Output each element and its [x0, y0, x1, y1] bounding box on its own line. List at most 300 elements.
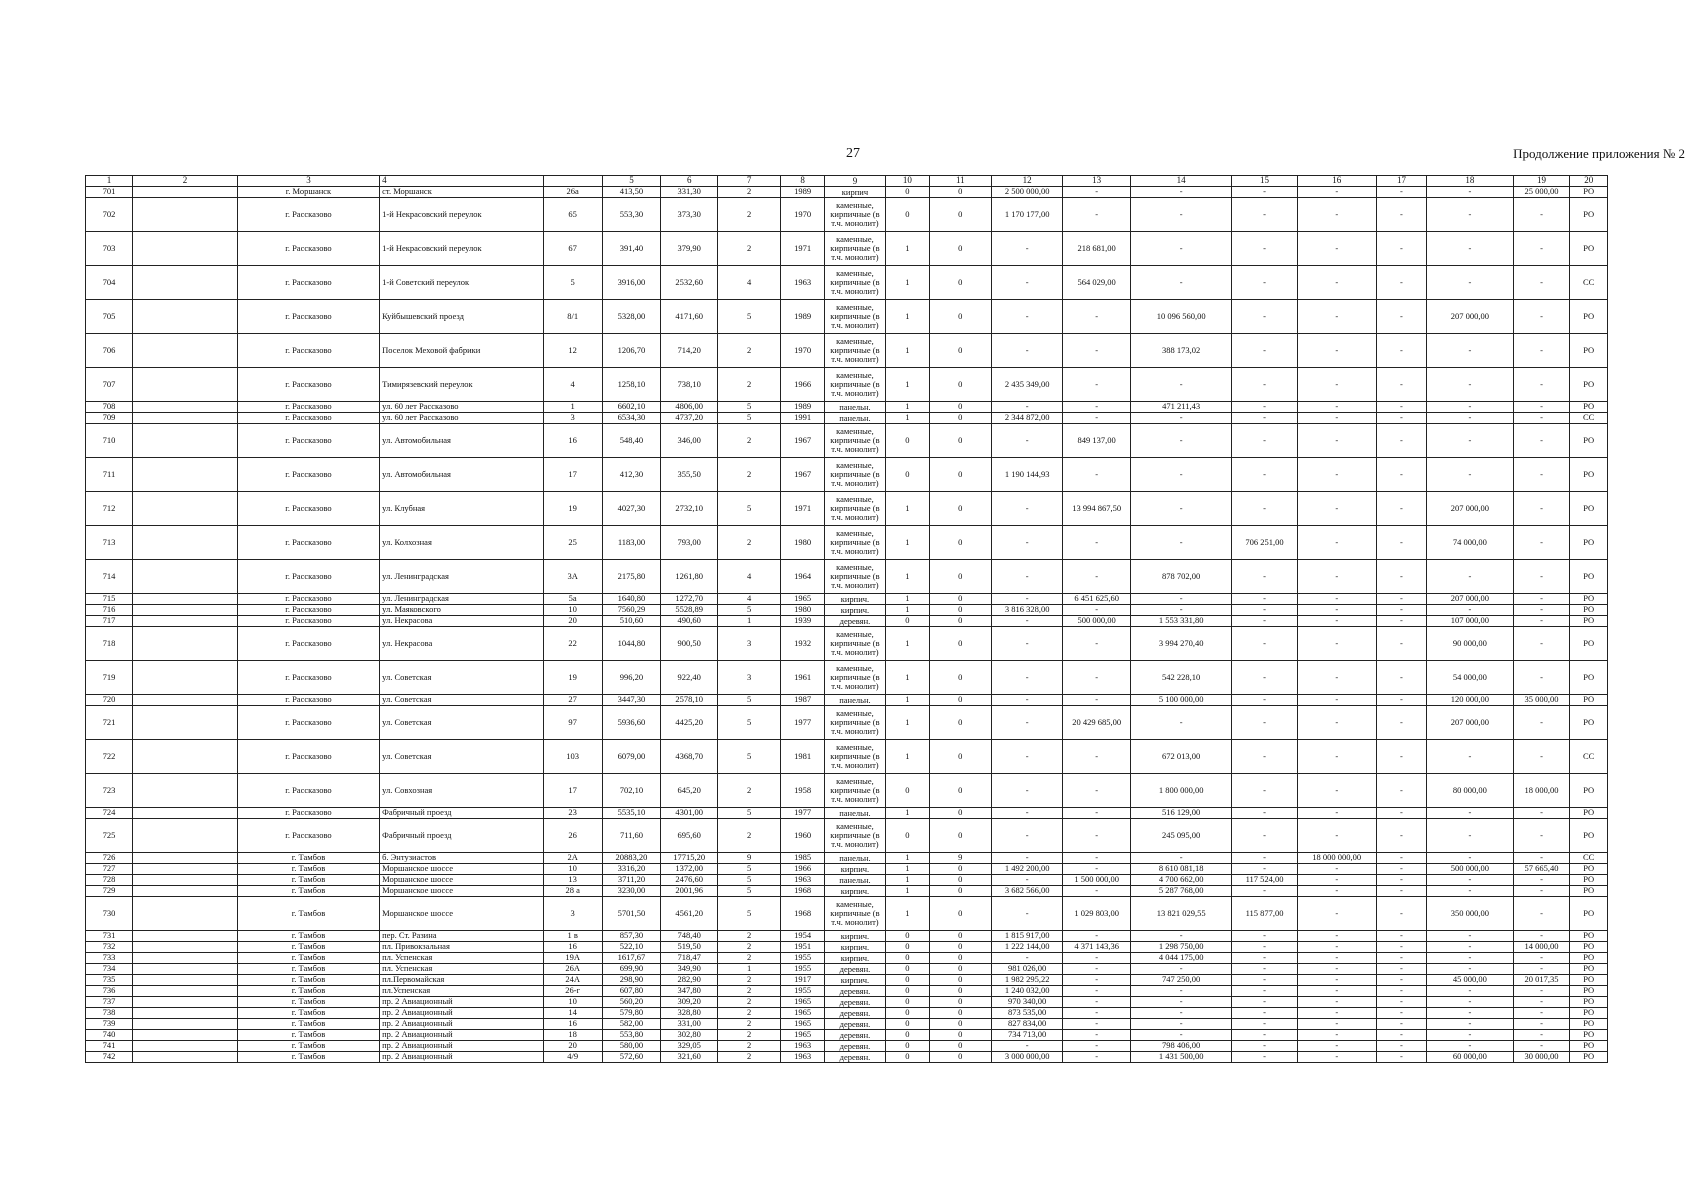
- table-cell-col-2: [133, 953, 238, 964]
- table-cell-col-3: г. Тамбов: [237, 1019, 379, 1030]
- table-cell-col-5: 13: [543, 875, 602, 886]
- table-cell-col-18: -: [1376, 616, 1426, 627]
- table-cell-col-6: 580,00: [602, 1041, 661, 1052]
- table-cell-col-9: 1971: [781, 492, 825, 526]
- table-cell-col-21: РО: [1570, 953, 1608, 964]
- table-cell-col-7: 2578,10: [661, 695, 718, 706]
- table-cell-col-10: деревян.: [824, 986, 885, 997]
- table-cell-col-7: 331,00: [661, 1019, 718, 1030]
- table-cell-col-6: 5701,50: [602, 897, 661, 931]
- table-cell-col-16: -: [1232, 953, 1297, 964]
- table-cell-col-4: ул. Некрасова: [380, 616, 544, 627]
- table-cell-col-20: -: [1513, 368, 1570, 402]
- table-cell-col-10: деревян.: [824, 1019, 885, 1030]
- table-cell-col-13: -: [991, 424, 1063, 458]
- table-cell-col-6: 702,10: [602, 774, 661, 808]
- table-row: [86, 661, 1608, 695]
- table-body: [86, 176, 1608, 1063]
- table-cell-col-11: 0: [885, 616, 929, 627]
- table-cell-col-7: 4425,20: [661, 706, 718, 740]
- table-cell-col-12: 0: [929, 458, 991, 492]
- table-cell-col-7: 17715,20: [661, 853, 718, 864]
- table-cell-col-21: РО: [1570, 931, 1608, 942]
- table-cell-col-8: 5: [718, 886, 781, 897]
- table-cell-col-15: 1 553 331,80: [1130, 616, 1232, 627]
- table-row: [86, 853, 1608, 864]
- table-row: [86, 808, 1608, 819]
- table-row: [86, 953, 1608, 964]
- table-cell-col-15: 3 994 270,40: [1130, 627, 1232, 661]
- table-cell-col-21: РО: [1570, 942, 1608, 953]
- table-cell-col-12: 0: [929, 740, 991, 774]
- table-cell-col-6: 4027,30: [602, 492, 661, 526]
- table-cell-col-16: -: [1232, 413, 1297, 424]
- table-cell-col-16: -: [1232, 819, 1297, 853]
- table-cell-col-11: 1: [885, 413, 929, 424]
- table-cell-col-17: 18 000 000,00: [1297, 853, 1376, 864]
- table-cell-col-5: 17: [543, 458, 602, 492]
- table-cell-col-21: РО: [1570, 886, 1608, 897]
- table-cell-col-19: 80 000,00: [1427, 774, 1514, 808]
- table-cell-col-2: [133, 997, 238, 1008]
- table-cell-col-11: 1: [885, 706, 929, 740]
- table-cell-col-19: -: [1427, 187, 1514, 198]
- table-cell-col-15: 13 821 029,55: [1130, 897, 1232, 931]
- table-row: [86, 187, 1608, 198]
- table-cell-col-17: -: [1297, 424, 1376, 458]
- table-cell-col-19: -: [1427, 964, 1514, 975]
- table-cell-col-5: 26-г: [543, 986, 602, 997]
- table-cell-col-15: 10 096 560,00: [1130, 300, 1232, 334]
- table-cell-col-21: СС: [1570, 266, 1608, 300]
- table-cell-col-7: 718,47: [661, 953, 718, 964]
- table-cell-col-12: 0: [929, 931, 991, 942]
- table-cell-col-3: г. Тамбов: [237, 1041, 379, 1052]
- table-cell-col-21: РО: [1570, 997, 1608, 1008]
- table-cell-col-3: г. Тамбов: [237, 1030, 379, 1041]
- table-cell-col-18: -: [1376, 458, 1426, 492]
- table-cell-col-5: 18: [543, 1030, 602, 1041]
- table-cell-col-7: 302,80: [661, 1030, 718, 1041]
- table-cell-col-7: 331,30: [661, 187, 718, 198]
- table-cell-col-5: 20: [543, 616, 602, 627]
- table-cell-col-11: 10: [885, 176, 929, 187]
- table-cell-col-14: 13 994 867,50: [1063, 492, 1130, 526]
- table-row: [86, 695, 1608, 706]
- table-cell-col-17: -: [1297, 627, 1376, 661]
- table-cell-col-21: РО: [1570, 402, 1608, 413]
- table-cell-col-1: 1: [86, 176, 133, 187]
- table-cell-col-4: Куйбышевский проезд: [380, 300, 544, 334]
- table-cell-col-21: СС: [1570, 853, 1608, 864]
- table-cell-col-6: 3447,30: [602, 695, 661, 706]
- table-cell-col-6: 548,40: [602, 424, 661, 458]
- table-cell-col-12: 0: [929, 1041, 991, 1052]
- table-cell-col-18: -: [1376, 774, 1426, 808]
- table-cell-col-8: 4: [718, 560, 781, 594]
- table-cell-col-1: 730: [86, 897, 133, 931]
- table-cell-col-2: 2: [133, 176, 238, 187]
- table-cell-col-10: кирпич.: [824, 975, 885, 986]
- table-cell-col-7: 4171,60: [661, 300, 718, 334]
- table-cell-col-2: [133, 875, 238, 886]
- table-cell-col-8: 2: [718, 368, 781, 402]
- table-cell-col-17: -: [1297, 594, 1376, 605]
- table-cell-col-9: 1980: [781, 526, 825, 560]
- table-cell-col-5: 23: [543, 808, 602, 819]
- table-cell-col-2: [133, 594, 238, 605]
- table-cell-col-5: 1: [543, 402, 602, 413]
- table-cell-col-13: -: [991, 334, 1063, 368]
- table-cell-col-5: 103: [543, 740, 602, 774]
- table-cell-col-15: 516 129,00: [1130, 808, 1232, 819]
- table-cell-col-10: панельн.: [824, 808, 885, 819]
- table-cell-col-6: 20883,20: [602, 853, 661, 864]
- table-cell-col-12: 0: [929, 808, 991, 819]
- table-cell-col-13: 12: [991, 176, 1063, 187]
- table-cell-col-18: -: [1376, 560, 1426, 594]
- table-cell-col-10: деревян.: [824, 997, 885, 1008]
- table-cell-col-19: 60 000,00: [1427, 1052, 1514, 1063]
- table-cell-col-15: 5 287 768,00: [1130, 886, 1232, 897]
- table-cell-col-10: каменные, кирпичные (в т.ч. монолит): [824, 334, 885, 368]
- table-cell-col-8: 2: [718, 942, 781, 953]
- table-cell-col-1: 735: [86, 975, 133, 986]
- table-cell-col-9: 1955: [781, 964, 825, 975]
- table-cell-col-2: [133, 853, 238, 864]
- table-cell-col-13: 827 834,00: [991, 1019, 1063, 1030]
- table-cell-col-17: 16: [1297, 176, 1376, 187]
- table-cell-col-13: 3 000 000,00: [991, 1052, 1063, 1063]
- table-cell-col-2: [133, 1008, 238, 1019]
- table-cell-col-10: каменные, кирпичные (в т.ч. монолит): [824, 266, 885, 300]
- table-cell-col-19: 120 000,00: [1427, 695, 1514, 706]
- table-cell-col-8: 2: [718, 975, 781, 986]
- table-cell-col-20: -: [1513, 1008, 1570, 1019]
- table-cell-col-12: 0: [929, 695, 991, 706]
- table-cell-col-11: 0: [885, 953, 929, 964]
- table-cell-col-8: 2: [718, 1052, 781, 1063]
- table-cell-col-15: 1 431 500,00: [1130, 1052, 1232, 1063]
- table-cell-col-9: 1951: [781, 942, 825, 953]
- table-cell-col-3: г. Рассказово: [237, 492, 379, 526]
- table-cell-col-1: 739: [86, 1019, 133, 1030]
- table-cell-col-6: 3316,20: [602, 864, 661, 875]
- table-cell-col-2: [133, 819, 238, 853]
- table-cell-col-10: панельн.: [824, 695, 885, 706]
- table-cell-col-19: -: [1427, 368, 1514, 402]
- table-cell-col-6: 3711,20: [602, 875, 661, 886]
- table-cell-col-11: 0: [885, 1019, 929, 1030]
- table-cell-col-11: 0: [885, 1052, 929, 1063]
- table-cell-col-7: 5528,89: [661, 605, 718, 616]
- table-row: [86, 492, 1608, 526]
- table-cell-col-9: 1966: [781, 368, 825, 402]
- table-cell-col-19: 107 000,00: [1427, 616, 1514, 627]
- table-cell-col-1: 710: [86, 424, 133, 458]
- table-cell-col-10: деревян.: [824, 964, 885, 975]
- table-cell-col-4: пл.Успенская: [380, 986, 544, 997]
- table-cell-col-6: 699,90: [602, 964, 661, 975]
- table-cell-col-3: г. Рассказово: [237, 627, 379, 661]
- table-cell-col-12: 0: [929, 864, 991, 875]
- table-cell-col-4: ул. Колхозная: [380, 526, 544, 560]
- table-cell-col-6: 3230,00: [602, 886, 661, 897]
- table-cell-col-3: г. Рассказово: [237, 706, 379, 740]
- table-cell-col-21: РО: [1570, 986, 1608, 997]
- table-row: [86, 1008, 1608, 1019]
- table-cell-col-12: 0: [929, 492, 991, 526]
- table-cell-col-5: 26: [543, 819, 602, 853]
- table-cell-col-20: -: [1513, 853, 1570, 864]
- table-cell-col-5: 97: [543, 706, 602, 740]
- table-row: [86, 942, 1608, 953]
- table-cell-col-17: -: [1297, 808, 1376, 819]
- table-cell-col-1: 728: [86, 875, 133, 886]
- table-cell-col-18: -: [1376, 953, 1426, 964]
- table-cell-col-19: -: [1427, 942, 1514, 953]
- table-cell-col-7: 309,20: [661, 997, 718, 1008]
- table-cell-col-9: 1917: [781, 975, 825, 986]
- table-cell-col-12: 0: [929, 1052, 991, 1063]
- table-cell-col-1: 723: [86, 774, 133, 808]
- table-cell-col-19: -: [1427, 1019, 1514, 1030]
- table-cell-col-15: -: [1130, 413, 1232, 424]
- table-cell-col-16: -: [1232, 808, 1297, 819]
- table-cell-col-7: 2532,60: [661, 266, 718, 300]
- table-cell-col-2: [133, 300, 238, 334]
- table-cell-col-19: -: [1427, 458, 1514, 492]
- table-cell-col-2: [133, 864, 238, 875]
- table-cell-col-10: панельн.: [824, 875, 885, 886]
- table-cell-col-8: 5: [718, 300, 781, 334]
- table-cell-col-10: каменные, кирпичные (в т.ч. монолит): [824, 706, 885, 740]
- table-cell-col-20: -: [1513, 986, 1570, 997]
- table-cell-col-20: -: [1513, 1030, 1570, 1041]
- table-cell-col-1: 736: [86, 986, 133, 997]
- table-cell-col-7: 1372,00: [661, 864, 718, 875]
- table-cell-col-11: 0: [885, 187, 929, 198]
- table-cell-col-11: 0: [885, 774, 929, 808]
- table-cell-col-9: 1989: [781, 300, 825, 334]
- table-cell-col-13: 1 240 032,00: [991, 986, 1063, 997]
- table-cell-col-10: каменные, кирпичные (в т.ч. монолит): [824, 458, 885, 492]
- table-cell-col-18: -: [1376, 997, 1426, 1008]
- table-cell-col-13: -: [991, 808, 1063, 819]
- table-cell-col-21: РО: [1570, 819, 1608, 853]
- table-cell-col-14: -: [1063, 975, 1130, 986]
- table-cell-col-21: РО: [1570, 492, 1608, 526]
- table-cell-col-11: 0: [885, 198, 929, 232]
- table-cell-col-20: -: [1513, 424, 1570, 458]
- table-cell-col-15: -: [1130, 706, 1232, 740]
- table-cell-col-11: 1: [885, 853, 929, 864]
- table-cell-col-12: 0: [929, 627, 991, 661]
- table-cell-col-13: 2 435 349,00: [991, 368, 1063, 402]
- table-header-row: [86, 176, 1608, 187]
- table-cell-col-2: [133, 740, 238, 774]
- table-cell-col-8: 2: [718, 931, 781, 942]
- table-cell-col-9: 1987: [781, 695, 825, 706]
- table-cell-col-8: 2: [718, 1030, 781, 1041]
- table-cell-col-3: г. Тамбов: [237, 886, 379, 897]
- table-cell-col-12: 0: [929, 953, 991, 964]
- table-cell-col-13: 3 816 328,00: [991, 605, 1063, 616]
- table-cell-col-10: кирпич.: [824, 953, 885, 964]
- table-cell-col-18: -: [1376, 1041, 1426, 1052]
- table-cell-col-12: 0: [929, 819, 991, 853]
- table-cell-col-19: 18: [1427, 176, 1514, 187]
- table-cell-col-3: г. Рассказово: [237, 458, 379, 492]
- table-cell-col-10: каменные, кирпичные (в т.ч. монолит): [824, 774, 885, 808]
- table-cell-col-19: -: [1427, 424, 1514, 458]
- table-cell-col-4: пр. 2 Авиационный: [380, 1019, 544, 1030]
- table-cell-col-6: 298,90: [602, 975, 661, 986]
- table-row: [86, 931, 1608, 942]
- table-cell-col-16: -: [1232, 774, 1297, 808]
- table-cell-col-19: -: [1427, 198, 1514, 232]
- table-cell-col-8: 2: [718, 1041, 781, 1052]
- table-cell-col-3: г. Рассказово: [237, 413, 379, 424]
- table-cell-col-10: каменные, кирпичные (в т.ч. монолит): [824, 661, 885, 695]
- table-cell-col-7: 738,10: [661, 368, 718, 402]
- table-cell-col-17: -: [1297, 1041, 1376, 1052]
- table-cell-col-8: 7: [718, 176, 781, 187]
- table-row: [86, 864, 1608, 875]
- table-cell-col-3: г. Тамбов: [237, 1008, 379, 1019]
- table-cell-col-14: -: [1063, 526, 1130, 560]
- table-cell-col-6: 607,80: [602, 986, 661, 997]
- table-cell-col-16: -: [1232, 300, 1297, 334]
- table-cell-col-20: -: [1513, 616, 1570, 627]
- table-cell-col-5: 67: [543, 232, 602, 266]
- table-cell-col-12: 0: [929, 368, 991, 402]
- table-cell-col-18: -: [1376, 594, 1426, 605]
- table-cell-col-1: 718: [86, 627, 133, 661]
- table-cell-col-3: г. Рассказово: [237, 605, 379, 616]
- table-cell-col-14: 849 137,00: [1063, 424, 1130, 458]
- table-cell-col-15: -: [1130, 232, 1232, 266]
- table-cell-col-16: -: [1232, 886, 1297, 897]
- table-cell-col-4: ул. Ленинградская: [380, 560, 544, 594]
- table-cell-col-12: 0: [929, 875, 991, 886]
- table-cell-col-14: 13: [1063, 176, 1130, 187]
- table-cell-col-13: -: [991, 232, 1063, 266]
- table-cell-col-13: -: [991, 819, 1063, 853]
- table-cell-col-20: -: [1513, 413, 1570, 424]
- table-cell-col-6: 522,10: [602, 942, 661, 953]
- table-cell-col-4: Тимирязевский переулок: [380, 368, 544, 402]
- table-cell-col-4: ул. Автомобильная: [380, 458, 544, 492]
- table-cell-col-10: кирпич.: [824, 605, 885, 616]
- table-cell-col-21: РО: [1570, 897, 1608, 931]
- table-cell-col-17: -: [1297, 942, 1376, 953]
- table-cell-col-9: 1965: [781, 1008, 825, 1019]
- table-cell-col-2: [133, 931, 238, 942]
- table-cell-col-3: г. Рассказово: [237, 819, 379, 853]
- table-cell-col-17: -: [1297, 413, 1376, 424]
- table-cell-col-18: -: [1376, 897, 1426, 931]
- table-cell-col-3: г. Рассказово: [237, 232, 379, 266]
- table-cell-col-12: 0: [929, 886, 991, 897]
- table-cell-col-19: 45 000,00: [1427, 975, 1514, 986]
- table-cell-col-9: 1963: [781, 266, 825, 300]
- table-cell-col-2: [133, 1019, 238, 1030]
- table-cell-col-2: [133, 975, 238, 986]
- table-cell-col-2: [133, 198, 238, 232]
- table-cell-col-18: -: [1376, 627, 1426, 661]
- table-cell-col-9: 1963: [781, 1052, 825, 1063]
- table-cell-col-10: каменные, кирпичные (в т.ч. монолит): [824, 526, 885, 560]
- table-cell-col-12: 0: [929, 300, 991, 334]
- table-cell-col-15: -: [1130, 198, 1232, 232]
- table-cell-col-10: каменные, кирпичные (в т.ч. монолит): [824, 897, 885, 931]
- table-cell-col-14: -: [1063, 187, 1130, 198]
- table-cell-col-16: -: [1232, 616, 1297, 627]
- table-row: [86, 1041, 1608, 1052]
- table-cell-col-10: кирпич.: [824, 886, 885, 897]
- table-cell-col-21: РО: [1570, 1041, 1608, 1052]
- table-cell-col-21: РО: [1570, 975, 1608, 986]
- table-cell-col-13: -: [991, 897, 1063, 931]
- table-cell-col-2: [133, 627, 238, 661]
- table-cell-col-17: -: [1297, 740, 1376, 774]
- table-cell-col-14: -: [1063, 997, 1130, 1008]
- table-cell-col-3: г. Рассказово: [237, 402, 379, 413]
- table-cell-col-1: 716: [86, 605, 133, 616]
- table-cell-col-16: 117 524,00: [1232, 875, 1297, 886]
- table-cell-col-9: 1970: [781, 198, 825, 232]
- table-cell-col-12: 0: [929, 1019, 991, 1030]
- table-cell-col-18: -: [1376, 368, 1426, 402]
- table-cell-col-3: г. Тамбов: [237, 897, 379, 931]
- table-cell-col-4: Фабричный проезд: [380, 819, 544, 853]
- table-cell-col-21: РО: [1570, 368, 1608, 402]
- table-cell-col-7: 1272,70: [661, 594, 718, 605]
- table-cell-col-6: 6602,10: [602, 402, 661, 413]
- table-cell-col-2: [133, 886, 238, 897]
- table-cell-col-20: -: [1513, 997, 1570, 1008]
- table-cell-col-20: -: [1513, 198, 1570, 232]
- table-cell-col-5: 1 в: [543, 931, 602, 942]
- table-cell-col-17: -: [1297, 458, 1376, 492]
- table-cell-col-4: пр. 2 Авиационный: [380, 1030, 544, 1041]
- table-cell-col-20: -: [1513, 402, 1570, 413]
- table-cell-col-20: -: [1513, 594, 1570, 605]
- table-cell-col-7: 349,90: [661, 964, 718, 975]
- table-cell-col-20: -: [1513, 526, 1570, 560]
- table-cell-col-21: РО: [1570, 1019, 1608, 1030]
- table-cell-col-15: 471 211,43: [1130, 402, 1232, 413]
- table-cell-col-13: -: [991, 740, 1063, 774]
- table-cell-col-17: -: [1297, 706, 1376, 740]
- table-cell-col-17: -: [1297, 198, 1376, 232]
- table-cell-col-9: 8: [781, 176, 825, 187]
- table-cell-col-14: -: [1063, 605, 1130, 616]
- table-cell-col-4: 4: [380, 176, 544, 187]
- table-cell-col-3: г. Рассказово: [237, 740, 379, 774]
- table-cell-col-8: 2: [718, 232, 781, 266]
- table-cell-col-13: 3 682 566,00: [991, 886, 1063, 897]
- table-cell-col-11: 1: [885, 232, 929, 266]
- table-cell-col-15: -: [1130, 458, 1232, 492]
- table-cell-col-7: 379,90: [661, 232, 718, 266]
- table-row: [86, 413, 1608, 424]
- table-cell-col-15: -: [1130, 266, 1232, 300]
- table-cell-col-1: 705: [86, 300, 133, 334]
- table-cell-col-5: 5а: [543, 594, 602, 605]
- table-cell-col-16: -: [1232, 334, 1297, 368]
